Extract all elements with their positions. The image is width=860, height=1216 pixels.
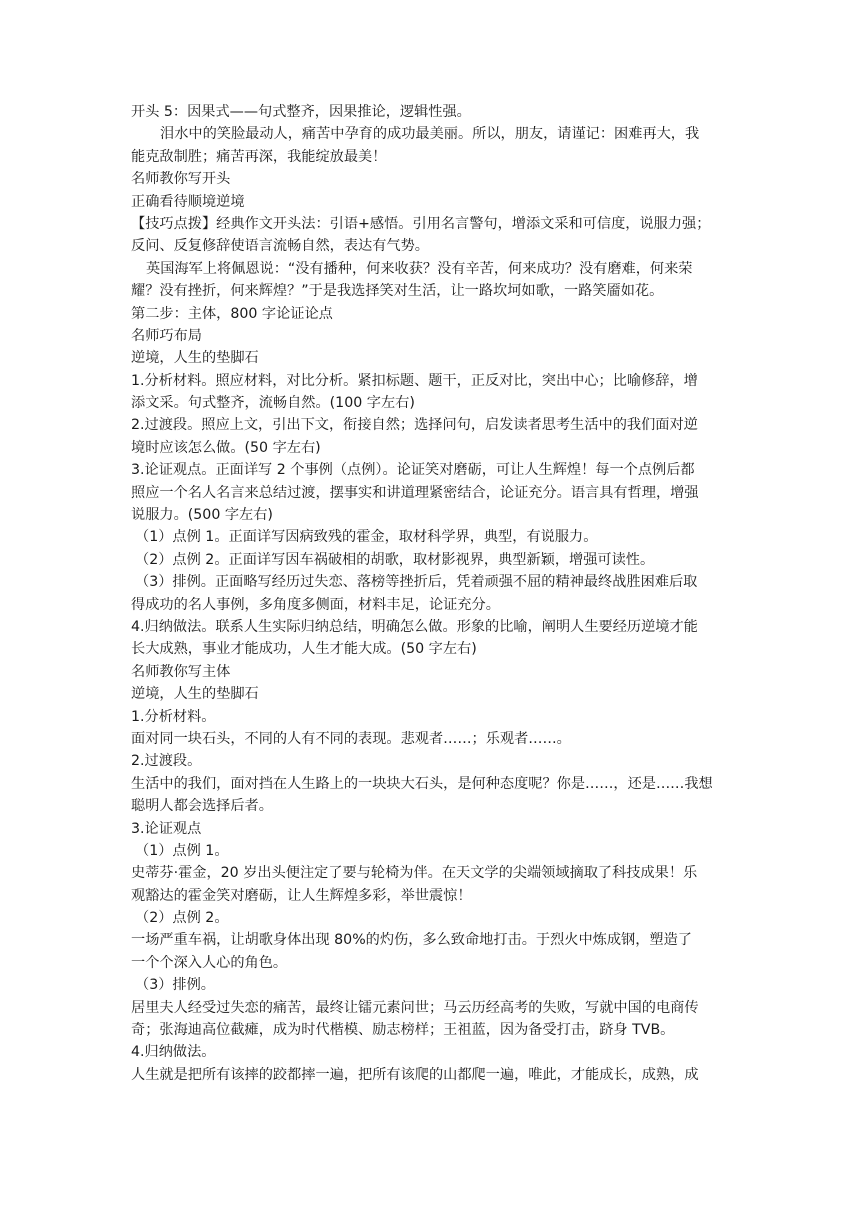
text-line: 奇；张海迪高位截瘫，成为时代楷模、励志榜样；王祖蓝，因为备受打击，跻身 TVB。 [131,1022,675,1039]
text-line: （3）排例。 [135,977,215,994]
text-line: 一个个深入人心的角色。 [131,954,288,971]
text-line: 生活中的我们，面对挡在人生路上的一块块大石头，是何种态度呢？你是……，还是……我想 [131,775,713,792]
text-line: 耀？没有挫折，何来辉煌？”于是我选择笑对生活，让一路坎坷如歌，一路笑靥如花。 [131,283,664,300]
text-line: 反问、反复修辞使语言流畅自然，表达有气势。 [131,238,429,255]
text-line: 居里夫人经受过失恋的痛苦，最终让镭元素问世；马云历经高考的失败，写就中国的电商传 [131,999,699,1016]
text-line: 2.过渡段。照应上文，引出下文，衔接自然；选择问句，启发读者思考生活中的我们面对逆 [131,417,698,434]
text-line: 长大成熟，事业才能成功，人生才能大成。(50 字左右) [131,641,477,658]
text-line: 3.论证观点。正面详写 2 个事例（点例）。论证笑对磨砺，可让人生辉煌！每一个点例后都 [131,462,695,479]
text-line: （3）排例。正面略写经历过失恋、落榜等挫折后，凭着顽强不屈的精神最终战胜困难后取 [135,574,698,591]
text-line: 【技巧点拨】经典作文开头法：引语+感悟。引用名言警句，增添文采和可信度，说服力强； [131,215,711,232]
text-line: 逆境，人生的垫脚石 [131,350,259,367]
text-line: 名师教你写主体 [131,663,231,680]
text-line: （2）点例 2。 [135,910,229,927]
text-line: 得成功的名人事例，多角度多侧面，材料丰足，论证充分。 [131,596,500,613]
document-body [131,101,737,1086]
text-line: 添文采。句式整齐，流畅自然。(100 字左右) [131,395,415,412]
text-line: 英国海军上将佩恩说：“没有播种，何来收获？没有辛苦，何来成功？没有磨难，何来荣 [146,260,693,277]
text-line: 逆境，人生的垫脚石 [131,686,259,703]
text-line: 观豁达的霍金笑对磨砺，让人生辉煌多彩，举世震惊！ [131,887,472,904]
text-line: 能克敌制胜；痛苦再深，我能绽放最美！ [131,148,387,165]
text-line: 3.论证观点 [131,820,202,837]
text-line: 开头 5：因果式——句式整齐，因果推论，逻辑性强。 [131,104,471,120]
text-line: 4.归纳做法。 [131,1044,216,1061]
text-line: 聪明人都会选择后者。 [131,798,273,815]
text-line: 一场严重车祸，让胡歌身体出现 80%的灼伤，多么致命地打击。于烈火中炼成钢，塑造了 [131,932,692,949]
text-line: （2）点例 2。正面详写因车祸破相的胡歌，取材影视界，典型新颖，增强可读性。 [135,551,655,568]
text-line: 史蒂芬·霍金，20 岁出头便注定了要与轮椅为伴。在天文学的尖端领域摘取了科技成果！乐 [131,865,698,882]
text-line: 境时应该怎么做。(50 字左右) [131,439,321,456]
text-line: 泪水中的笑脸最动人，痛苦中孕育的成功最美丽。所以，朋友，请谨记：困难再大，我 [160,126,700,143]
text-line: 人生就是把所有该摔的跤都摔一遍，把所有该爬的山都爬一遍，唯此，才能成长，成熟，成 [131,1066,699,1083]
text-line: 2.过渡段。 [131,753,202,770]
text-line: 第二步：主体，800 字论证论点 [131,305,333,322]
text-line: 正确看待顺境逆境 [131,193,245,210]
text-line: 1.分析材料。照应材料，对比分析。紧扣标题、题干，正反对比，突出中心；比喻修辞，增 [131,372,698,389]
text-line: 照应一个名人名言来总结过渡，摆事实和讲道理紧密结合，论证充分。语言具有哲理，增强 [131,484,699,501]
text-line: （1）点例 1。正面详写因病致残的霍金，取材科学界，典型，有说服力。 [135,529,598,546]
text-line: （1）点例 1。 [135,842,229,859]
text-line: 说服力。(500 字左右) [131,507,273,524]
text-line: 名师教你写开头 [131,171,231,188]
text-line: 名师巧布局 [131,327,202,344]
text-line: 4.归纳做法。联系人生实际归纳总结，明确怎么做。形象的比喻，阐明人生要经历逆境才能 [131,618,698,635]
text-line: 面对同一块石头，不同的人有不同的表现。悲观者……；乐观者……。 [131,730,571,747]
text-line: 1.分析材料。 [131,708,216,725]
